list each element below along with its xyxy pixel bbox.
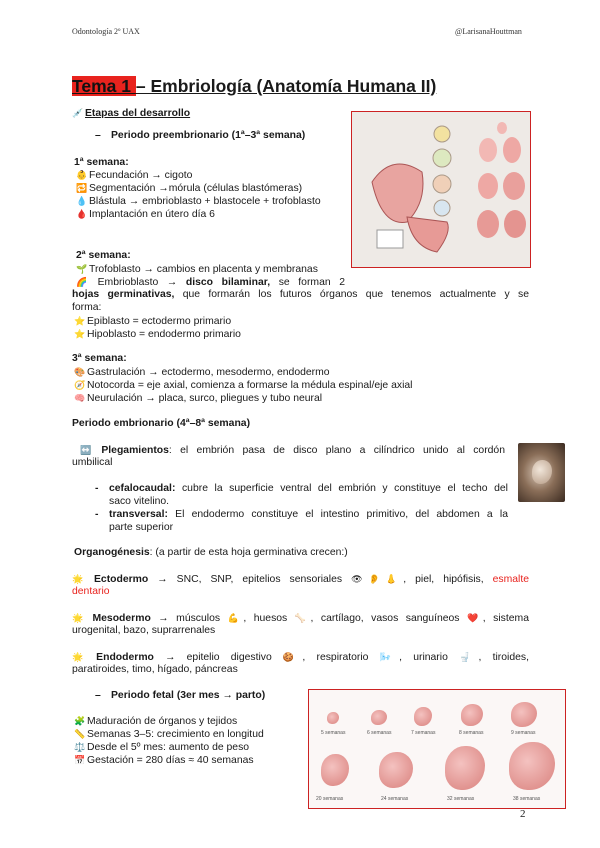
week1-heading: 1ª semana: (74, 157, 129, 168)
page-number: 2 (520, 808, 526, 820)
title-rest: – Embriología (Anatomía Humana II) (135, 76, 437, 96)
figure-label: 8 semanas (459, 730, 484, 736)
blood-drop-icon: 🩸 (76, 209, 88, 219)
fetal-item: ⚖️ Desde el 5º mes: aumento de peso (74, 742, 250, 753)
baby-icon: 👶 (76, 170, 88, 180)
embryo-shape (532, 460, 552, 484)
embryo-development-figure (351, 111, 531, 268)
week2-line3: hojas germinativas, que formarán los futuros órganos que tenemos actualmente y se (72, 289, 529, 300)
embryo-shape (445, 746, 485, 790)
embryo-shape (321, 754, 349, 786)
embryo-shape (511, 702, 537, 727)
star-icon: 🌟 (72, 574, 84, 584)
muscle-icon: 💪 (227, 613, 244, 623)
week3-item: 🧠 Neurulación → placa, surco, pliegues y tubo neural (74, 393, 323, 404)
figure-label: 6 semanas (367, 730, 392, 736)
endodermo-line1: 🌟 Endodermo → epitelio digestivo 🍪, respiratorio 🌬️, urinario 🚽, tiroides, (72, 652, 529, 663)
transversal-line2: parte superior (109, 522, 174, 533)
embrionario-heading: Periodo embrionario (4ª–8ª semana) (72, 418, 251, 429)
calendar-icon: 📅 (74, 755, 86, 765)
week1-item: 🩸 Implantación en útero día 6 (76, 209, 215, 220)
dash-bullet: - (95, 483, 99, 494)
week1-item: 👶 Fecundación → cigoto (76, 170, 193, 181)
heart-icon: ❤️ (466, 613, 483, 623)
figure-label: 7 semanas (411, 730, 436, 736)
star-icon: ⭐ (74, 329, 86, 339)
header-left: Odontología 2º UAX (72, 27, 140, 36)
embryo-diagram-illustration (352, 112, 530, 267)
figure-label: 9 semanas (511, 730, 536, 736)
transversal-line1: transversal: El endodermo constituye el intestino primitivo, del abdomen a la (109, 509, 508, 520)
week3-item: 🎨 Gastrulación → ectodermo, mesodermo, endodermo (74, 367, 330, 378)
week2-line1: 🌱 Trofoblasto → cambios en placenta y membranas (76, 264, 318, 275)
left-right-arrow-icon: ↔️ (80, 445, 92, 455)
embryo-shape (461, 704, 483, 726)
ectodermo-line1: 🌟 Ectodermo → SNC, SNP, epitelios sensoriales 👁👂👃, piel, hipófisis, esmalte (72, 574, 530, 585)
palette-icon: 🎨 (74, 367, 86, 377)
seedling-icon: 🌱 (76, 264, 88, 274)
star-icon: 🌟 (72, 613, 84, 623)
endodermo-line2: paratiroides, timo, hígado, páncreas (72, 664, 238, 675)
page-title (72, 76, 436, 97)
mesodermo-line1: 🌟 Mesodermo → músculos 💪, huesos 🦴, cartílago, vasos sanguíneos ❤️, sistema (72, 613, 529, 624)
repeat-icon: 🔁 (76, 183, 88, 193)
header-right: @LarisanaHouttman (455, 27, 522, 36)
figure-label: 5 semanas (321, 730, 346, 736)
syringe-icon: 💉 (72, 108, 84, 118)
figure-label: 20 semanas (316, 796, 344, 802)
figure-label: 32 semanas (447, 796, 475, 802)
embryo-shape (371, 710, 387, 725)
puzzle-icon: 🧩 (74, 716, 86, 726)
week2-line4: forma: (72, 302, 102, 313)
week1-item: 💧 Blástula → embrioblasto + blastocele + trofoblasto (76, 196, 321, 207)
section-etapas: 💉 Etapas del desarrollo (72, 108, 191, 119)
cefalocaudal-line1: cefalocaudal: cubre la superficie ventral del embrión y constituye el techo del (109, 483, 508, 494)
cefalocaudal-line2: saco vitelino. (109, 496, 170, 507)
figure-label: 38 semanas (513, 796, 541, 802)
embryo-photo (518, 443, 565, 502)
stomach-icon: 🍪 (282, 652, 303, 662)
star-icon: ⭐ (74, 316, 86, 326)
organogenesis-line: Organogénesis: (a partir de esta hoja germinativa crecen:) (74, 547, 348, 558)
dash-bullet: – (95, 690, 101, 701)
plegamientos-line2: umbilical (72, 457, 113, 468)
figure-label: 24 semanas (381, 796, 409, 802)
dash-bullet: – (95, 130, 101, 141)
compass-icon: 🧭 (74, 380, 86, 390)
embryo-shape (414, 707, 432, 726)
week2-heading: 2ª semana: (76, 250, 131, 261)
dash-bullet: - (95, 509, 99, 520)
ruler-icon: 📏 (74, 729, 86, 739)
star-icon: 🌟 (72, 652, 84, 662)
brain-icon: 🧠 (74, 393, 86, 403)
lungs-icon: 🌬️ (379, 652, 400, 662)
bone-icon: 🦴 (294, 613, 311, 623)
embryo-shape (379, 752, 413, 788)
droplet-icon: 💧 (76, 196, 88, 206)
ectodermo-line2: dentario (72, 586, 110, 597)
fetal-item: 🧩 Maduración de órganos y tejidos (74, 716, 238, 727)
fetal-heading: Periodo fetal (3er mes → parto) (111, 690, 266, 701)
eye-ear-nose-icons: 👁👂👃 (351, 574, 404, 584)
mesodermo-line2: urogenital, bazo, suprarrenales (72, 625, 216, 636)
week3-heading: 3ª semana: (72, 353, 127, 364)
rainbow-icon: 🌈 (76, 277, 88, 287)
embryo-shape (327, 712, 339, 724)
kidney-icon: 🚽 (459, 652, 479, 662)
plegamientos-line1: ↔️ Plegamientos: el embrión pasa de disco plano a cilíndrico unido al cordón (80, 445, 505, 456)
scale-icon: ⚖️ (74, 742, 86, 752)
embryo-shape (509, 742, 555, 790)
week2-item: ⭐ Hipoblasto = endodermo primario (74, 329, 241, 340)
week3-item: 🧭 Notocorda = eje axial, comienza a formarse la médula espinal/eje axial (74, 380, 413, 391)
preembrionario-heading: Periodo preembrionario (1ª–3ª semana) (111, 130, 306, 141)
fetal-item: 📅 Gestación = 280 días ≈ 40 semanas (74, 755, 254, 766)
week2-line2: 🌈 Embrioblasto → disco bilaminar, se forman 2 (76, 277, 346, 288)
week1-item: 🔁 Segmentación →mórula (células blastómeras) (76, 183, 303, 194)
fetal-item: 📏 Semanas 3–5: crecimiento en longitud (74, 729, 264, 740)
title-highlight: Tema 1 (72, 76, 136, 96)
fetal-growth-figure (308, 689, 566, 809)
week2-item: ⭐ Epiblasto = ectodermo primario (74, 316, 232, 327)
